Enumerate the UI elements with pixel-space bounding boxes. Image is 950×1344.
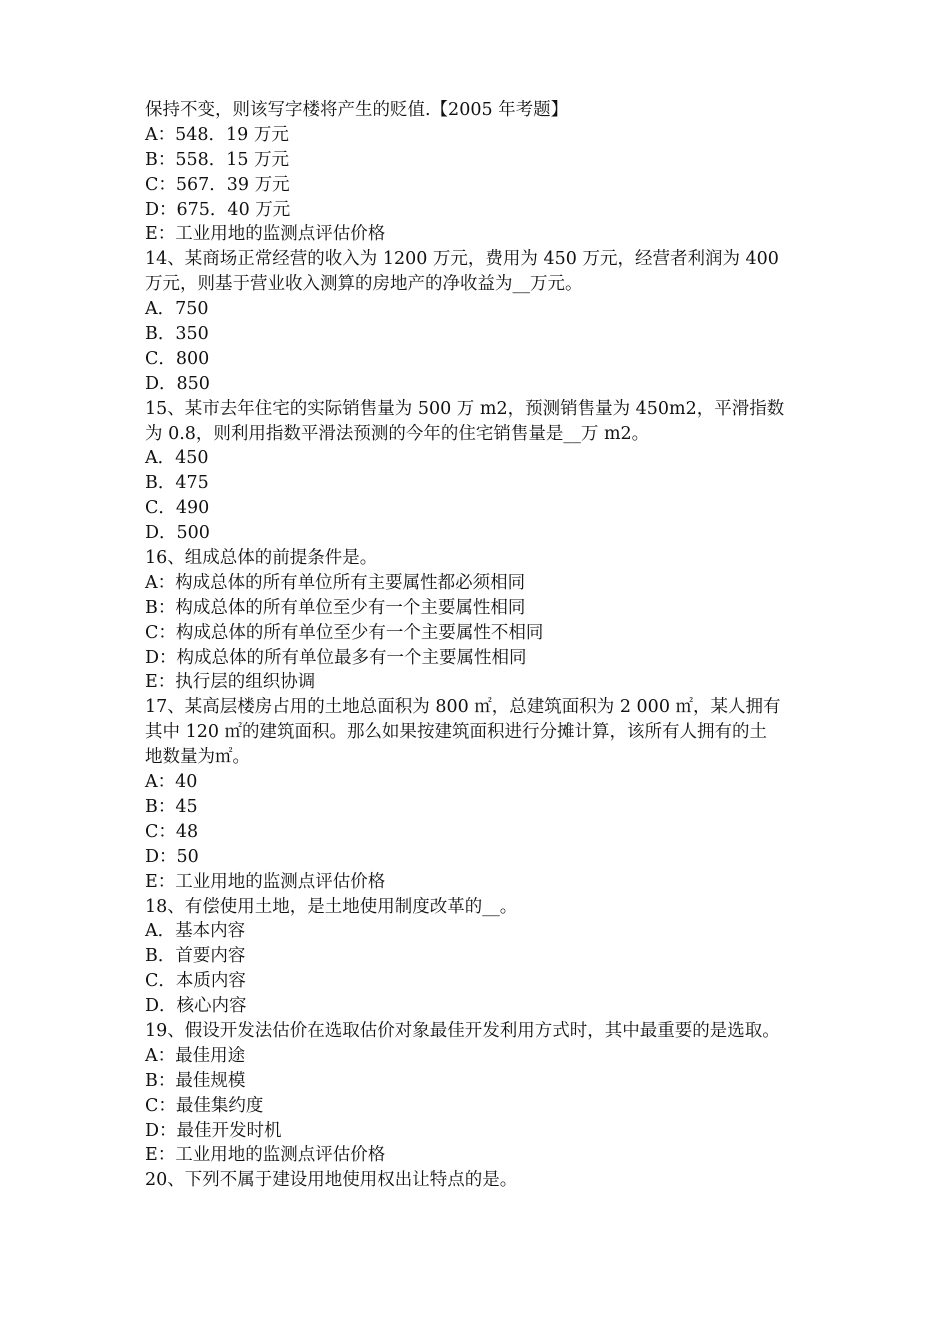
q18-option-b: B．首要内容 bbox=[145, 946, 246, 967]
q16-option-d: D：构成总体的所有单位最多有一个主要属性相同 bbox=[145, 647, 527, 668]
question-14-line-2: 万元，则基于营业收入测算的房地产的净收益为__万元。 bbox=[145, 274, 583, 295]
q18-option-c: C．本质内容 bbox=[145, 971, 246, 992]
q19-option-b: B：最佳规模 bbox=[145, 1070, 246, 1091]
q18-option-a: A．基本内容 bbox=[145, 921, 246, 942]
q13-option-e: E：工业用地的监测点评估价格 bbox=[145, 224, 386, 245]
q15-option-c: C．490 bbox=[145, 498, 210, 519]
q16-option-e: E：执行层的组织协调 bbox=[145, 672, 316, 693]
question-16: 16、组成总体的前提条件是。 bbox=[145, 548, 378, 569]
question-19: 19、假设开发法估价在选取估价对象最佳开发利用方式时，其中最重要的是选取。 bbox=[145, 1020, 780, 1041]
question-14-line-1: 14、某商场正常经营的收入为 1200 万元，费用为 450 万元，经营者利润为 400 bbox=[145, 249, 779, 270]
q14-option-c: C．800 bbox=[145, 348, 210, 369]
q19-option-a: A：最佳用途 bbox=[145, 1045, 246, 1066]
q19-option-e: E：工业用地的监测点评估价格 bbox=[145, 1145, 386, 1166]
q16-option-a: A：构成总体的所有单位所有主要属性都必须相同 bbox=[145, 572, 526, 593]
q17-option-b: B：45 bbox=[145, 796, 198, 817]
q14-option-d: D．850 bbox=[145, 373, 210, 394]
question-13-tail: 保持不变，则该写字楼将产生的贬值.【2005 年考题】 bbox=[145, 100, 569, 120]
q17-option-c: C：48 bbox=[145, 821, 199, 842]
q19-option-c: C：最佳集约度 bbox=[145, 1095, 264, 1116]
question-17-line-2: 其中 120 ㎡的建筑面积。那么如果按建筑面积进行分摊计算，该所有人拥有的土 bbox=[145, 722, 768, 743]
q17-option-a: A：40 bbox=[145, 772, 198, 793]
q18-option-d: D．核心内容 bbox=[145, 996, 247, 1017]
q14-option-a: A．750 bbox=[145, 299, 209, 320]
question-20: 20、下列不属于建设用地使用权出让特点的是。 bbox=[145, 1170, 518, 1191]
q15-option-d: D．500 bbox=[145, 523, 210, 544]
q16-option-c: C：构成总体的所有单位至少有一个主要属性不相同 bbox=[145, 622, 544, 643]
q13-option-b: B：558．15 万元 bbox=[145, 149, 290, 170]
question-17-line-3: 地数量为㎡。 bbox=[145, 747, 250, 768]
q17-option-e: E：工业用地的监测点评估价格 bbox=[145, 871, 386, 892]
question-17-line-1: 17、某高层楼房占用的土地总面积为 800 ㎡，总建筑面积为 2 000 ㎡，某人拥有 bbox=[145, 697, 781, 718]
q19-option-d: D：最佳开发时机 bbox=[145, 1120, 282, 1141]
q14-option-b: B．350 bbox=[145, 324, 209, 345]
question-18: 18、有偿使用土地，是土地使用制度改革的__。 bbox=[145, 896, 518, 917]
q13-option-d: D：675．40 万元 bbox=[145, 199, 291, 220]
question-15-line-2: 为 0.8，则利用指数平滑法预测的今年的住宅销售量是__万 m2。 bbox=[145, 423, 650, 444]
document-body bbox=[145, 98, 810, 1193]
q15-option-b: B．475 bbox=[145, 473, 209, 494]
q15-option-a: A．450 bbox=[145, 448, 209, 469]
question-15-line-1: 15、某市去年住宅的实际销售量为 500 万 m2，预测销售量为 450m2，平滑指数 bbox=[145, 398, 785, 419]
q16-option-b: B：构成总体的所有单位至少有一个主要属性相同 bbox=[145, 597, 526, 618]
q13-option-c: C：567．39 万元 bbox=[145, 174, 290, 195]
q13-option-a: A：548．19 万元 bbox=[145, 124, 289, 145]
q17-option-d: D：50 bbox=[145, 846, 199, 867]
